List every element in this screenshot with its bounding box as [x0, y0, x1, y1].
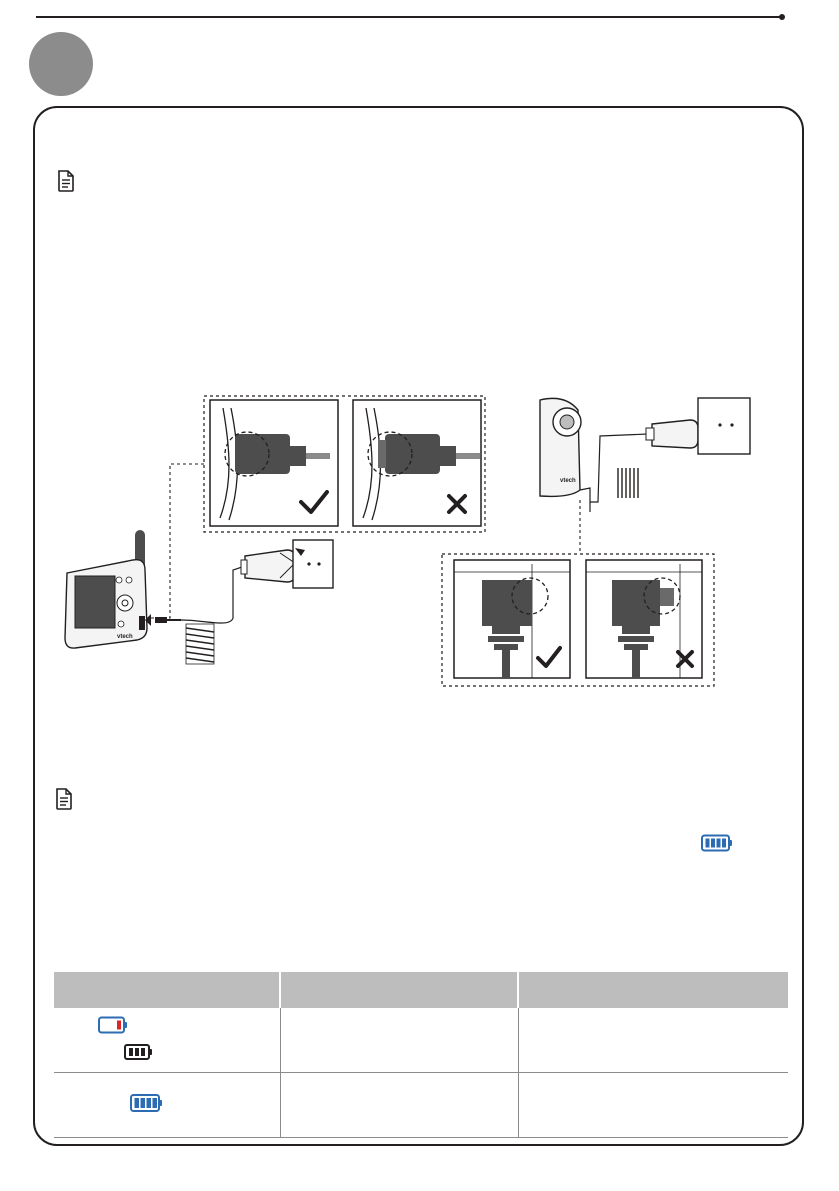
note-document-icon: [55, 788, 73, 810]
camera-inset-incorrect: [586, 560, 702, 678]
battery-full-icon: [130, 1093, 164, 1113]
inset-correct: [210, 400, 338, 526]
coiled-cable-camera: [615, 468, 641, 498]
table-cell-icon: [54, 1008, 280, 1073]
table-cell: [518, 1073, 788, 1138]
table-header-cell: [280, 972, 518, 1008]
table-cell: [280, 1073, 518, 1138]
power-adapter-camera: [646, 420, 698, 448]
step-number-circle: [29, 32, 93, 96]
table-cell: [280, 1008, 518, 1073]
camera-power-illustration: [440, 390, 760, 690]
parent-unit-device: [65, 530, 147, 648]
note-document-icon: [57, 170, 75, 192]
coiled-cable: [186, 624, 214, 664]
wall-outlet-camera: [698, 398, 750, 454]
battery-full-icon: [701, 834, 733, 852]
camera-brand-label: vtech: [560, 478, 576, 484]
table-header-row: [54, 972, 788, 1008]
battery-partial-icon: [124, 1043, 154, 1061]
parent-unit-brand-label: vtech: [117, 634, 133, 640]
table-row: [54, 1073, 788, 1138]
table-cell: [518, 1008, 788, 1073]
table-cell-icon: [54, 1073, 280, 1138]
battery-low-icon: [98, 1016, 128, 1034]
table-header-cell: [54, 972, 280, 1008]
parent-unit-power-illustration: [55, 388, 495, 688]
power-adapter-parent: [241, 550, 295, 582]
camera-inset-correct: [454, 560, 570, 678]
table-header-cell: [518, 972, 788, 1008]
table-row: [54, 1008, 788, 1073]
wall-outlet-parent: [293, 540, 333, 588]
battery-status-table: [54, 972, 788, 1138]
top-rule: [36, 16, 782, 18]
baby-camera-device: [540, 398, 581, 496]
